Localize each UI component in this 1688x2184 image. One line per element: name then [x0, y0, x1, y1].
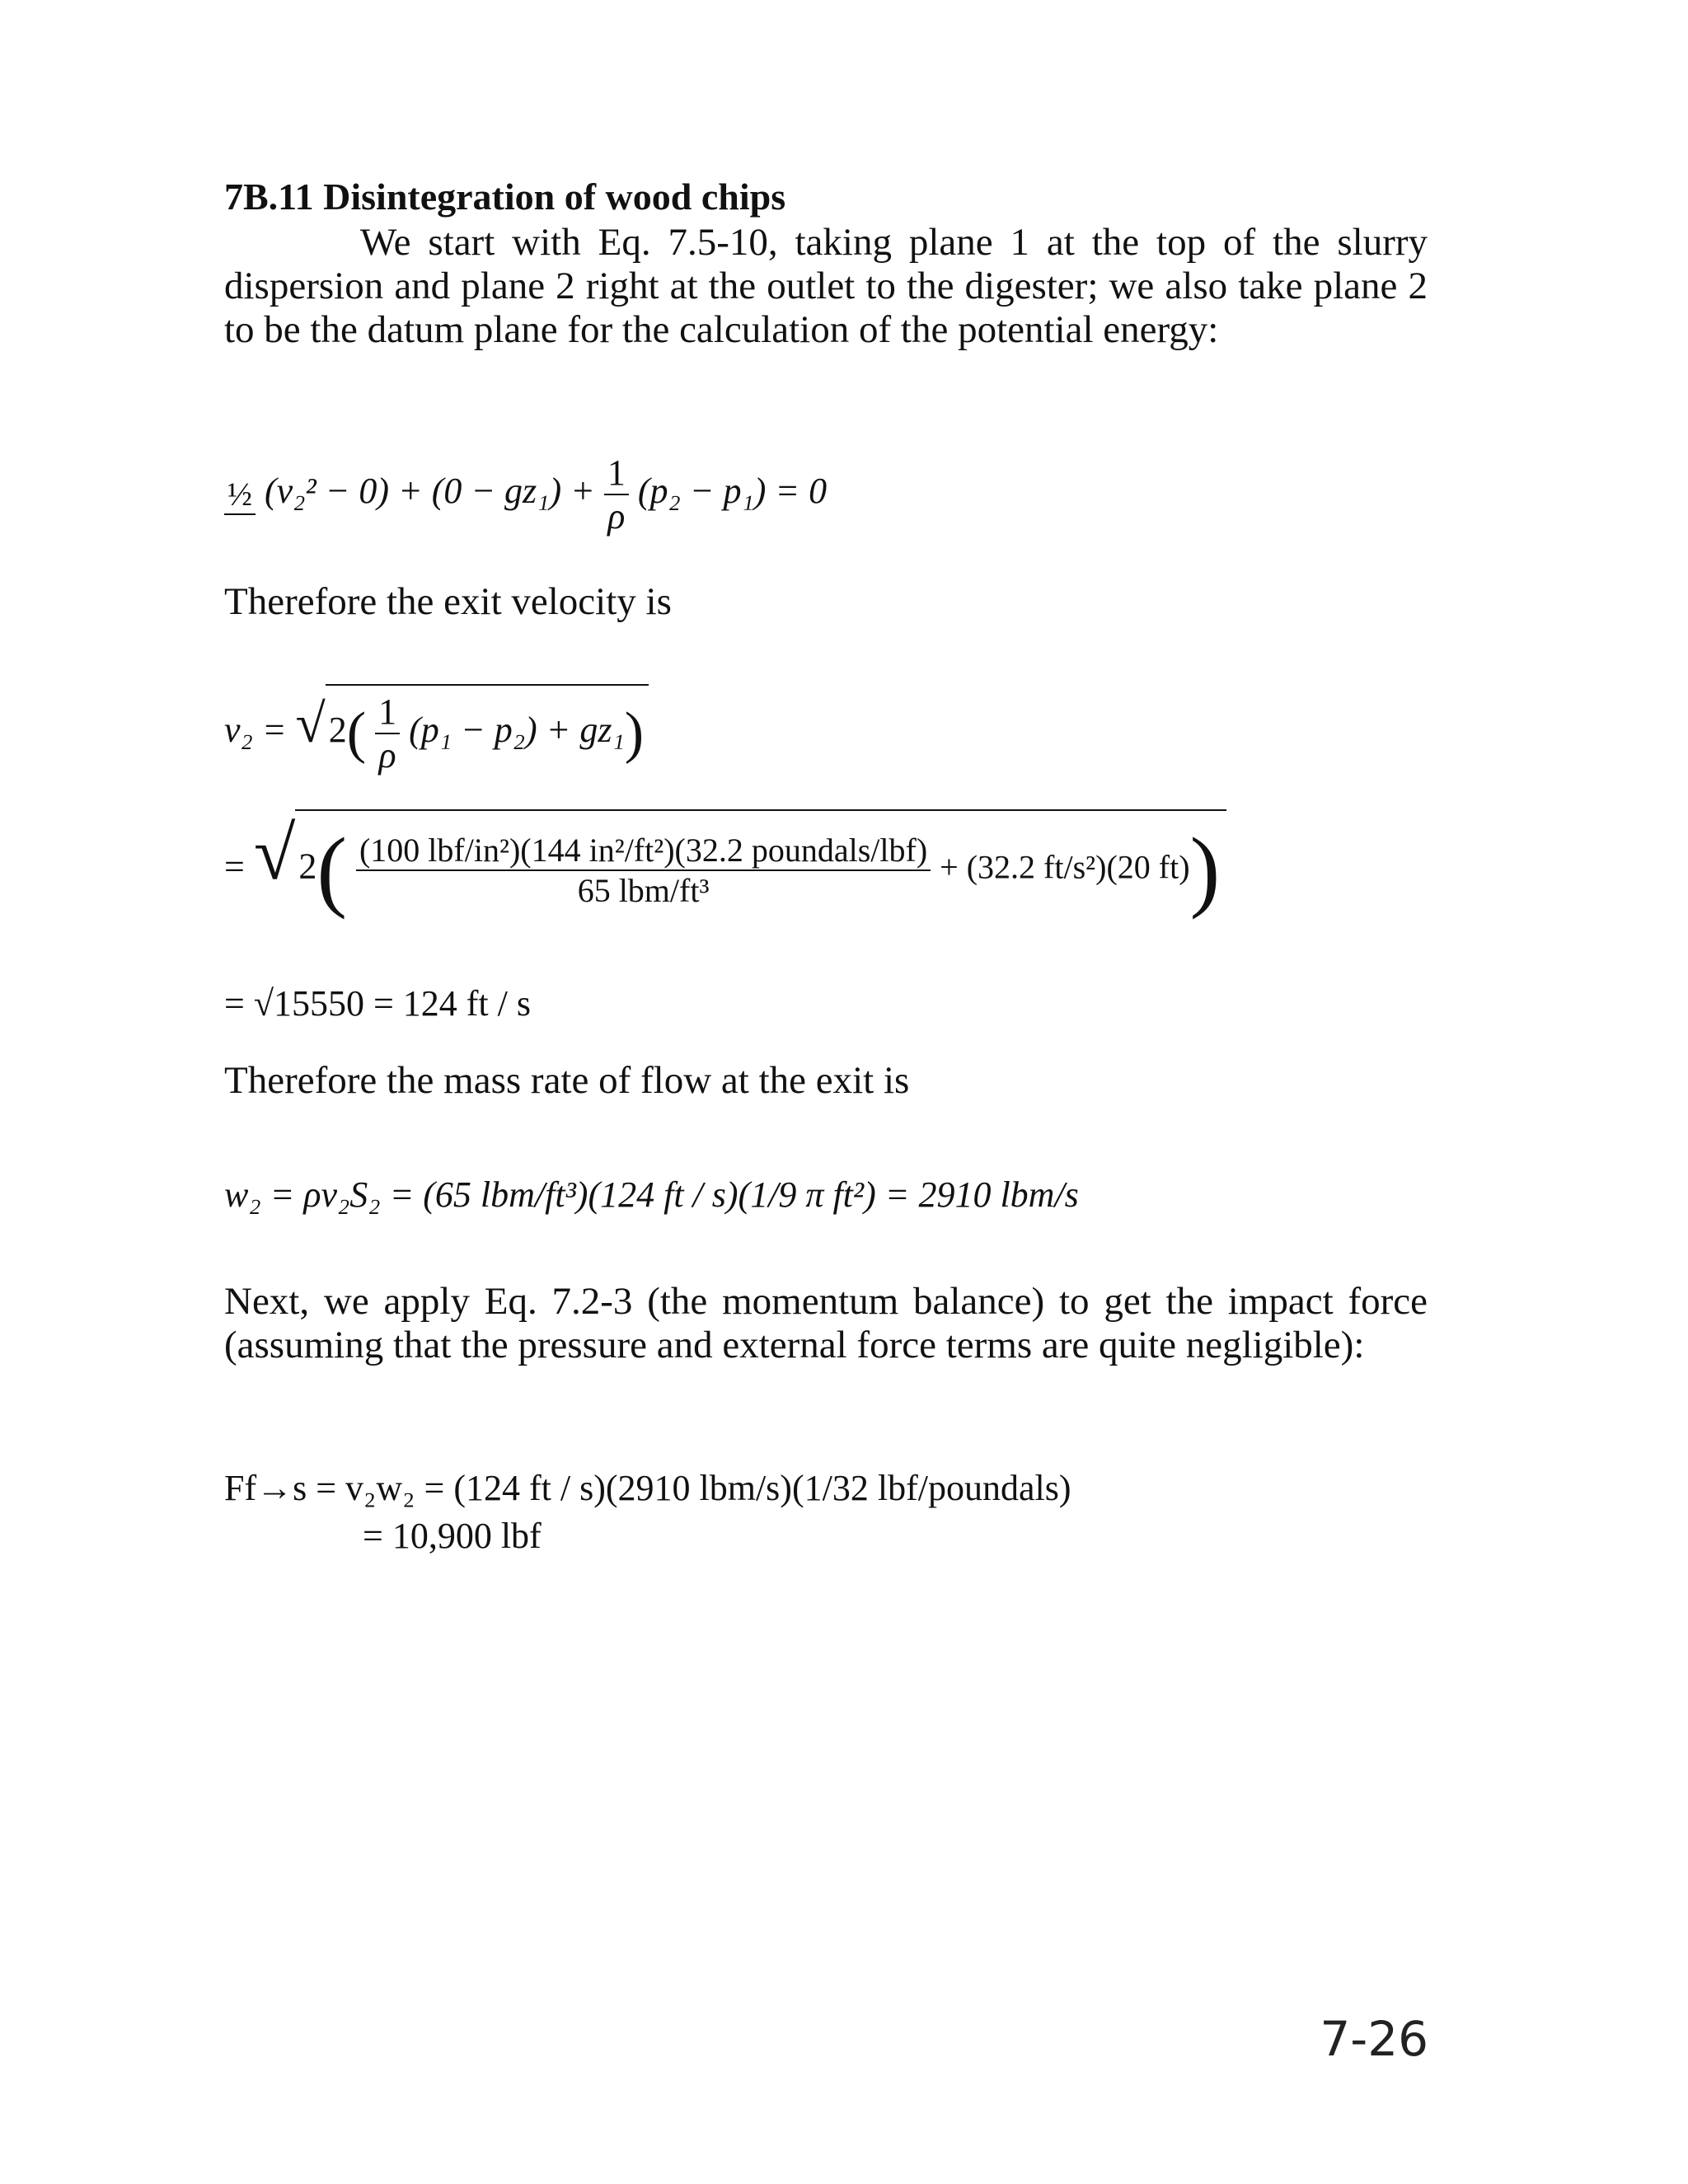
paragraph-exit-velocity: Therefore the exit velocity is — [224, 580, 672, 623]
sqrt-icon: √ — [253, 811, 296, 895]
equation-mass-flow: w₂ = ρv₂S₂ = (65 lbm/ft³)(124 ft / s)(1/9 π ft²) = 2910 lbm/s — [224, 1174, 1079, 1215]
equation-velocity-symbolic: v₂ = √2( $\frac{1}{\rho}$ (p₁ − p₂) + gz₁) — [224, 684, 649, 776]
paragraph-momentum: Next, we apply Eq. 7.2-3 (the momentum balance) to get the impact force (assuming that the pressure and external force terms are quite negligible): — [224, 1280, 1428, 1366]
sqrt-icon: √ — [295, 694, 326, 755]
paragraph-mass-rate: Therefore the mass rate of flow at the exit is — [224, 1059, 910, 1102]
paragraph-intro — [224, 221, 1428, 352]
page-number: 7-26 — [1320, 2011, 1428, 2067]
energy-term-3: (p₂ − p₁) = 0 — [637, 471, 828, 512]
equation-force-line-1: Ff→s = v₂w₂ = (124 ft / s)(2910 lbm/s)(1/32 lbf/poundals) — [224, 1468, 1071, 1508]
energy-fraction: $\frac{1}{\rho}$ — [604, 452, 629, 537]
section-title: 7B.11 Disintegration of wood chips — [224, 176, 786, 218]
equation-energy-balance: ½ (v₂² − 0) + (0 − gz₁) + $\frac{1}{\rho}$ (p₂ − p₁) = 0 — [224, 452, 827, 537]
velocity-numeric-fraction: $\frac{\text{(100 lbf/in²)(144 in²/ft²)(32.2 poundals/lbf)}}{\text{65 lbm/ft³}}$ — [356, 831, 931, 910]
paragraph-intro-text: We start with Eq. 7.5-10, taking plane 1 at the top of the slurry dispersion and plane 2 right at the outlet to the digester; we also take plane 2 to be the datum plane for the calculation of the potential energy: — [224, 221, 1428, 351]
equation-velocity-numeric: = √2( $\frac{\text{(100 lbf/in²)(144 in²/ft²)(32.2 poundals/lbf)}}{\text{65 lbm/ft³}}$ + (32.2 ft/s²)(20 ft)) — [224, 809, 1226, 922]
energy-term-2: + (0 − gz₁) + — [398, 471, 595, 512]
equation-force-line-2: = 10,900 lbf — [363, 1516, 542, 1556]
equation-velocity-result: = √15550 = 124 ft / s — [224, 983, 532, 1024]
energy-term-1: (v₂² − 0) — [265, 471, 390, 512]
